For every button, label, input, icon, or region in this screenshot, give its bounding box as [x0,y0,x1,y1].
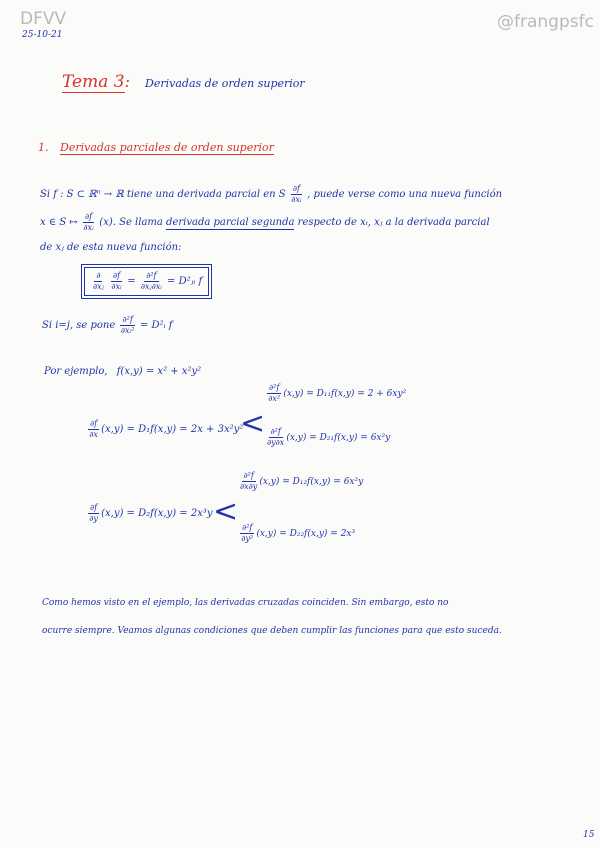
section-heading [38,141,274,154]
remark-text-b: = D²ᵢ f [139,320,173,331]
deriv-fyy-text: (x,y) = D₂₂f(x,y) = 2x³ [256,529,356,539]
example-intro-label: Por ejemplo, [44,366,108,377]
deriv-fxy: $\frac{\text{∂²f}}{\partial x\partial y}$ (x,y) = D₁₂f(x,y) = 6x²y [240,471,364,491]
conclusion-line-2: ocurre siempre. Veamos algunas condiciones que deben cumplir las funciones para que esto suceda. [42,626,502,636]
boxed-formula: $\frac{\partial}{\text{∂xⱼ}}$ $\frac{\partial f}{\text{∂xᵢ}}$ = $\frac{\text{∂²f}}{\text{∂xⱼ∂xᵢ}}$ = D²ⱼᵢ f [84,267,209,296]
section-number: 1. [38,141,49,154]
intro-line-1 [40,185,502,204]
deriv-fyx-text: (x,y) = D₂₁f(x,y) = 6x²y [286,433,391,443]
intro-line-1a: Si f : S ⊂ ℝⁿ → ℝ tiene una derivada parcial en S [40,189,286,200]
page-number: 15 [583,830,595,840]
watermark-right: @frangpsfc [497,12,594,32]
deriv-fxx-text: (x,y) = D₁₁f(x,y) = 2 + 6xy² [283,389,407,399]
intro-line-2 [40,213,490,232]
partial-f-xi-2: $\frac{\partial f}{\text{∂xᵢ}}$ [83,212,94,232]
intro-line-2b: (x). Se llama [99,217,163,228]
partial-f-xi: $\frac{\partial f}{\text{∂xᵢ}}$ [291,184,302,204]
deriv-fyx: $\frac{\text{∂²f}}{\partial y\partial x}$ (x,y) = D₂₁f(x,y) = 6x²y [267,427,391,447]
term-derivada-segunda: derivada parcial segunda [166,217,295,228]
brace-upper: < [240,406,266,441]
deriv-fx-text: (x,y) = D₁f(x,y) = 2x + 3x²y² [101,424,244,435]
example-function: f(x,y) = x² + x²y² [116,366,202,377]
example-intro [44,366,201,377]
boxed-formula-eq: = D²ⱼᵢ f [167,276,203,287]
intro-line-3: de xⱼ de esta nueva función: [40,242,182,253]
watermark-left: DFVV [20,9,67,29]
deriv-fyy: $\frac{\text{∂²f}}{\text{∂y²}}$ (x,y) = D₂₂f(x,y) = 2x³ [241,523,356,543]
conclusion-line-1: Como hemos visto en el ejemplo, las derivadas cruzadas coinciden. Sin embargo, esto no [42,598,449,608]
remark-line: Si i=j, se pone $\frac{\text{∂²f}}{\text{∂xᵢ²}}$ = D²ᵢ f [42,315,173,335]
deriv-fy-text: (x,y) = D₂f(x,y) = 2x³y [101,508,213,519]
deriv-fx: $\frac{\partial f}{\partial x}$ (x,y) = D₁f(x,y) = 2x + 3x²y² [89,419,244,439]
intro-line-1b: , puede verse como una nueva función [307,189,503,200]
title-subtitle: Derivadas de orden superior [145,77,305,90]
brace-lower: < [213,494,239,529]
title-number: Tema 3 [62,72,125,92]
intro-line-2c: respecto de xᵢ, xⱼ a la derivada parcial [297,217,490,228]
deriv-fxx: $\frac{\text{∂²f}}{\text{∂x²}}$ (x,y) = D₁₁f(x,y) = 2 + 6xy² [268,383,407,403]
deriv-fxy-text: (x,y) = D₁₂f(x,y) = 6x²y [259,477,364,487]
intro-line-2a: x ∈ S ↦ [40,217,78,228]
date-label: 25-10-21 [22,30,63,40]
page-title: Tema 3: Derivadas de orden superior [62,72,305,92]
section-title: Derivadas parciales de orden superior [60,141,274,154]
remark-text-a: Si i=j, se pone [42,320,116,331]
deriv-fy: $\frac{\partial f}{\partial y}$ (x,y) = D₂f(x,y) = 2x³y [89,503,213,523]
